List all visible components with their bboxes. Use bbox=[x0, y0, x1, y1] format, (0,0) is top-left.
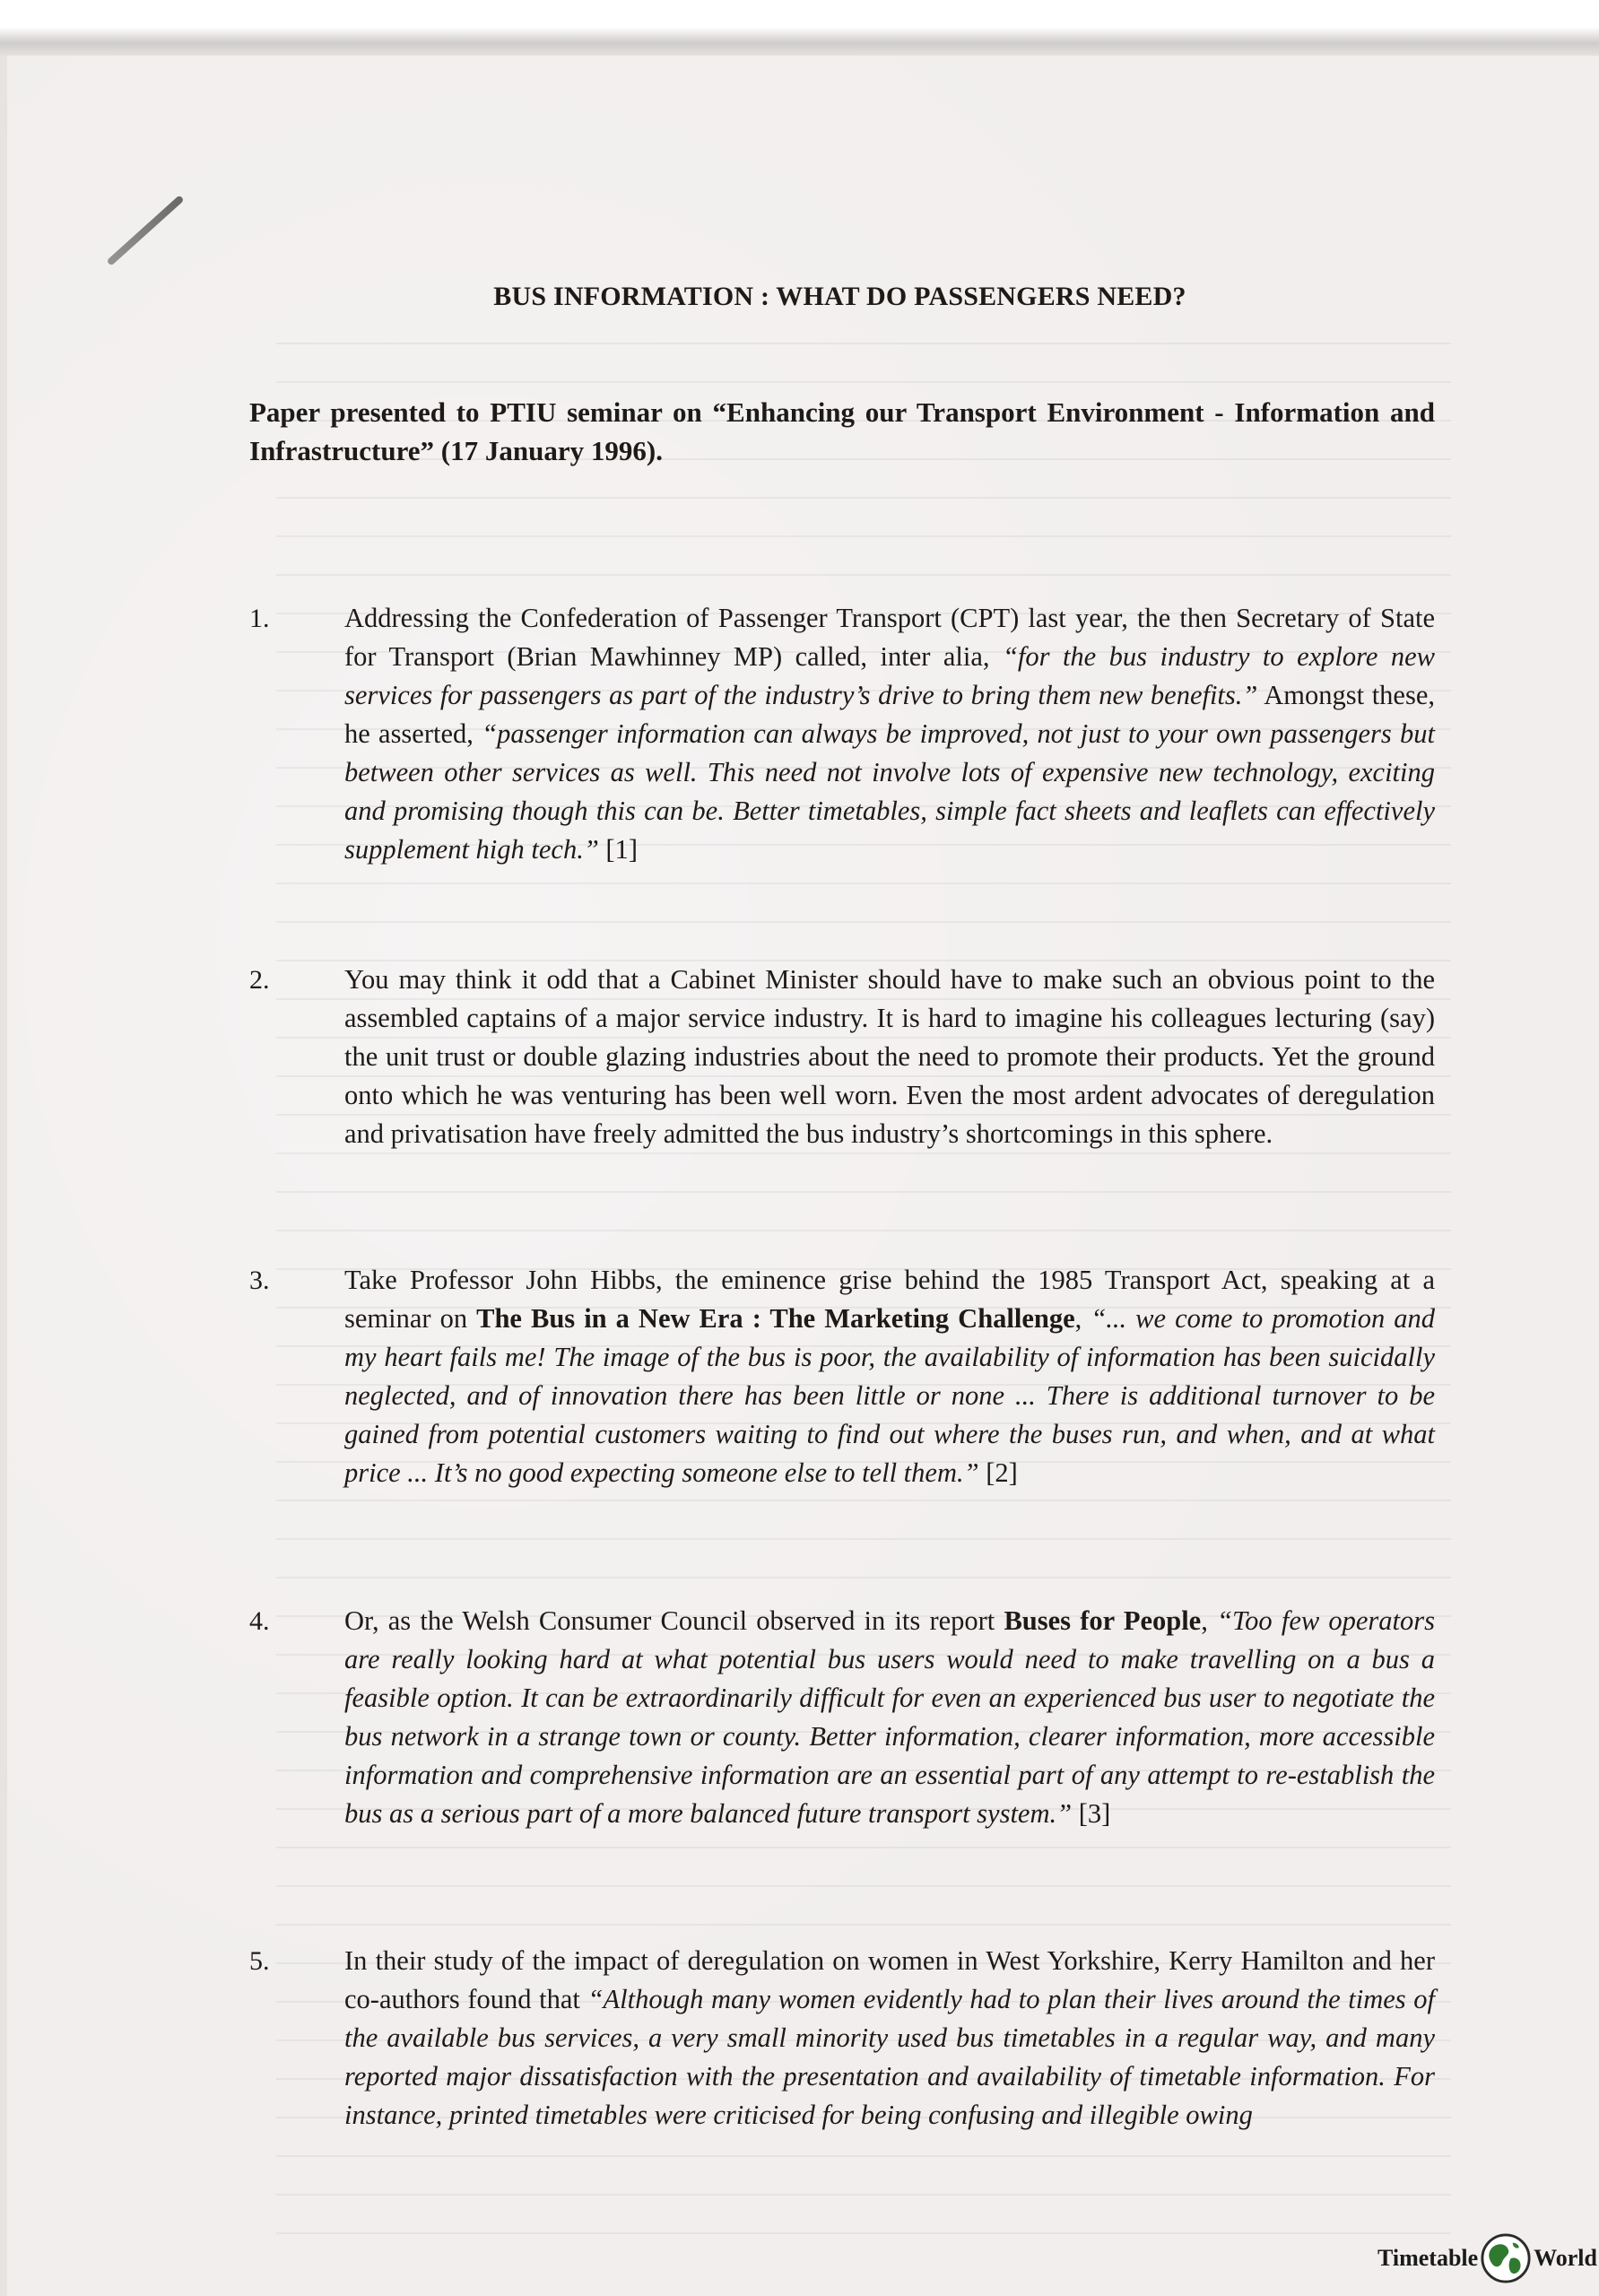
paragraph-text bbox=[344, 1261, 1435, 1492]
logo-text-left: Timetable bbox=[1377, 2245, 1479, 2271]
text-run: Amongst these, he asserted, bbox=[344, 680, 1435, 749]
bold-title-run: The Bus in a New Era : The Marketing Challenge bbox=[476, 1303, 1075, 1334]
timetable-world-logo bbox=[1377, 2231, 1597, 2285]
quoted-text-run: “passenger information can always be improved, not just to your own passengers but between other services as well. This need not involve lots of expensive new technology, exciting and promising though this can be. Better timetables, simple fact sheets and leaflets can effectively supplement high tech.” bbox=[344, 718, 1435, 865]
globe-icon bbox=[1480, 2232, 1532, 2284]
paragraph-number: 2. bbox=[249, 965, 270, 995]
text-run: [1] bbox=[598, 834, 638, 865]
paragraph-number: 3. bbox=[249, 1265, 270, 1295]
paragraph-number: 5. bbox=[249, 1946, 270, 1976]
quoted-text-run: “for the bus industry to explore new services for passengers as part of the industry’s drive to bring them new benefits.” bbox=[344, 641, 1435, 710]
text-run: Addressing the Confederation of Passenger Transport (CPT) last year, the then Secretary of State for Transport (Brian Mawhinney MP) called, inter alia, bbox=[344, 603, 1435, 672]
paragraph-text bbox=[344, 1602, 1435, 1833]
paragraph-text bbox=[344, 599, 1435, 869]
paragraph-number: 4. bbox=[249, 1606, 270, 1636]
text-run: , bbox=[1201, 1605, 1218, 1636]
quoted-text-run: “... we come to promotion and my heart fails me! The image of the bus is poor, the availability of information has been suicidally neglected, and of innovation there has been little or none ... There is additional turnover to be gained from potential customers waiting to find out where the buses run, and when, and at what price ... It’s no good expecting someone else to tell them.” bbox=[344, 1303, 1435, 1488]
text-run: Take Professor John Hibbs, the eminence grise behind the 1985 Transport Act, speaking at a seminar on bbox=[344, 1265, 1435, 1334]
text-run: You may think it odd that a Cabinet Minister should have to make such an obvious point to the assembled captains of a major service industry. It is hard to imagine his colleagues lecturing (say) the unit trust or double glazing industries about the need to promote their products. Yet the ground onto which he was venturing has been well worn. Even the most ardent advocates of deregulation and privatisation have freely admitted the bus industry’s shortcomings in this sphere. bbox=[344, 964, 1435, 1149]
logo-text-right: World bbox=[1534, 2245, 1597, 2271]
quoted-text-run: “Although many women evidently had to plan their lives around the times of the available bus services, a very small minority used bus timetables in a regular way, and many reported major dissatisfaction with the presentation and availability of timetable information. For instance, printed timetables were criticised for being confusing and illegible owing bbox=[344, 1984, 1435, 2130]
page-left-edge bbox=[0, 56, 7, 2296]
text-run: In their study of the impact of deregulation on women in West Yorkshire, Kerry Hamilton and her co-authors found that bbox=[344, 1945, 1435, 2014]
quoted-text-run: “Too few operators are really looking hard at what potential bus users would need to make travelling on a bus a feasible option. It can be extraordinarily difficult for even an experienced bus user to negotiate the bus network in a strange town or county. Better information, clearer information, more accessible information and comprehensive information are an essential part of any attempt to re-establish the bus as a serious part of a more balanced future transport system.” bbox=[344, 1605, 1436, 1829]
text-run: Or, as the Welsh Consumer Council observed in its report bbox=[344, 1605, 1004, 1636]
document-subtitle: Paper presented to PTIU seminar on “Enhancing our Transport Environment - Information and Infrastructure” (17 January 1996). bbox=[249, 396, 1435, 466]
paragraph-text bbox=[344, 1942, 1435, 2135]
scanner-edge bbox=[0, 0, 1599, 56]
text-run: , bbox=[1074, 1303, 1091, 1334]
pen-mark bbox=[106, 195, 184, 266]
text-run: [2] bbox=[978, 1457, 1018, 1488]
text-run: [3] bbox=[1072, 1798, 1111, 1829]
paragraph-number: 1. bbox=[249, 604, 270, 633]
bold-title-run: Buses for People bbox=[1004, 1605, 1202, 1636]
document-title: BUS INFORMATION : WHAT DO PASSENGERS NEED? bbox=[493, 282, 1186, 311]
paragraph-text bbox=[344, 961, 1435, 1153]
